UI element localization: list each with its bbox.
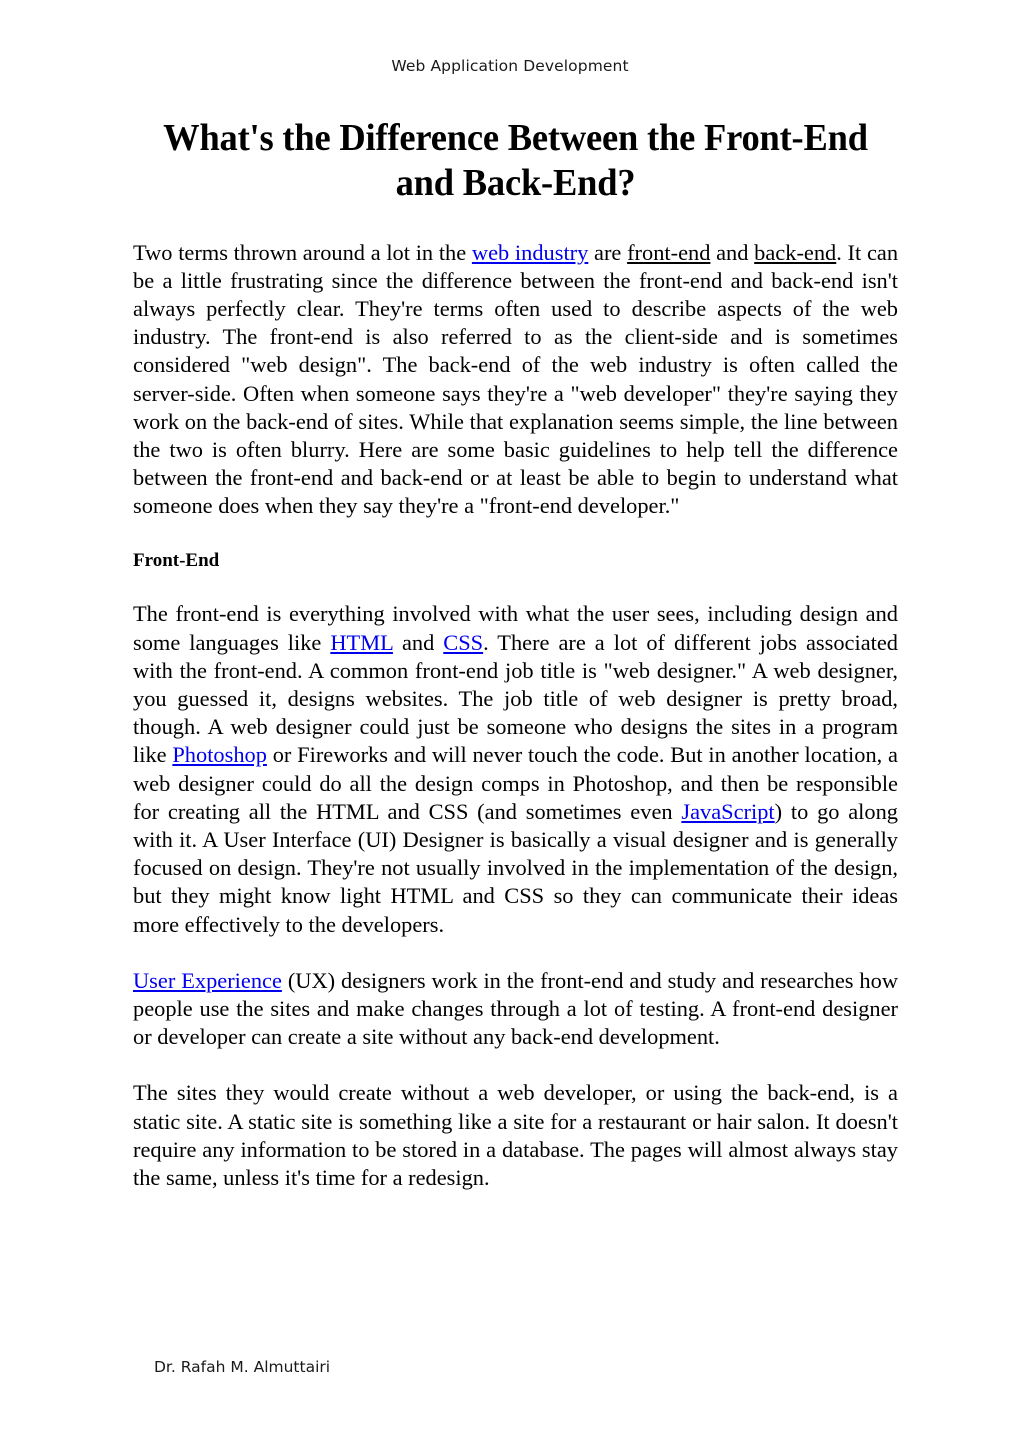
spacer <box>133 939 898 967</box>
spacer <box>133 1051 898 1079</box>
section-heading-front-end: Front-End <box>133 549 220 571</box>
term-back-end: back-end <box>754 239 837 265</box>
link-html[interactable]: HTML <box>330 629 393 655</box>
fe-text-segment-1: The front-end is everything involved with what the user sees, including design and some languages like <box>133 601 898 655</box>
footer-author: Dr. Rafah M. Almuttairi <box>154 1358 331 1376</box>
link-user-experience[interactable]: User Experience <box>133 967 282 993</box>
spacer <box>133 572 898 600</box>
intro-paragraph <box>133 239 898 521</box>
front-end-paragraph-2 <box>133 967 898 1052</box>
front-end-paragraph-3: The sites they would create without a web developer, or using the back-end, is a static site. A static site is something like a site for a restaurant or hair salon. It doesn't require any information to be stored in a database. The pages will almost always stay the same, unless it's time for a redesign. <box>133 1080 898 1191</box>
spacer <box>133 521 898 549</box>
spacer <box>133 206 898 239</box>
intro-text-segment-3: and <box>710 239 755 265</box>
front-end-paragraph-1 <box>133 600 898 938</box>
link-photoshop[interactable]: Photoshop <box>172 742 267 768</box>
link-css[interactable]: CSS <box>443 629 484 655</box>
document-body <box>133 116 898 1192</box>
intro-text-segment-2: are <box>588 239 628 265</box>
ux-text-segment-1: (UX) designers work in the front-end and study and researches how people use the sites and make changes through a lot of testing. A front-end designer or developer can create a site without any back-end development. <box>133 967 898 1050</box>
fe-text-segment-3: . There are a lot of different jobs associated with the front-end. A common front-end job title is "web designer." A web designer, you guessed it, designs websites. The job title of web designer is pretty broad, though. A web designer could just be someone who designs the sites in a program like <box>133 629 898 768</box>
intro-text-segment-4: . It can be a little frustrating since the difference between the front-end and back-end isn't always perfectly clear. They're terms often used to describe aspects of the web industry. The front-end is also referred to as the client-side and is sometimes considered "web design". The back-end of the web industry is often called the server-side. Often when someone says they're a "web developer" they're saying they work on the back-end of sites. While that explanation seems simple, the line between the two is often blurry. Here are some basic guidelines to help tell the difference between the front-end and back-end or at least be able to begin to understand what someone does when they say they're a "front-end developer." <box>133 239 899 519</box>
page-title: What's the Difference Between the Front-End and Back-End? <box>163 117 868 204</box>
fe-text-segment-5: ) to go along with it. A User Interface (UI) Designer is basically a visual designer and is generally focused on design. They're not usually involved in the implementation of the design, but they might know light HTML and CSS so they can communicate their ideas more effectively to the developers. <box>133 798 898 937</box>
fe-text-segment-4: or Fireworks and will never touch the code. But in another location, a web designer could do all the design comps in Photoshop, and then be responsible for creating all the HTML and CSS (and sometimes even <box>133 742 898 824</box>
running-header: Web Application Development <box>391 57 629 75</box>
intro-text-segment-1: Two terms thrown around a lot in the <box>133 239 472 265</box>
link-web-industry[interactable]: web industry <box>471 239 589 265</box>
fe-text-segment-2: and <box>392 629 444 655</box>
link-javascript[interactable]: JavaScript <box>681 798 775 824</box>
term-front-end: front-end <box>627 239 711 265</box>
